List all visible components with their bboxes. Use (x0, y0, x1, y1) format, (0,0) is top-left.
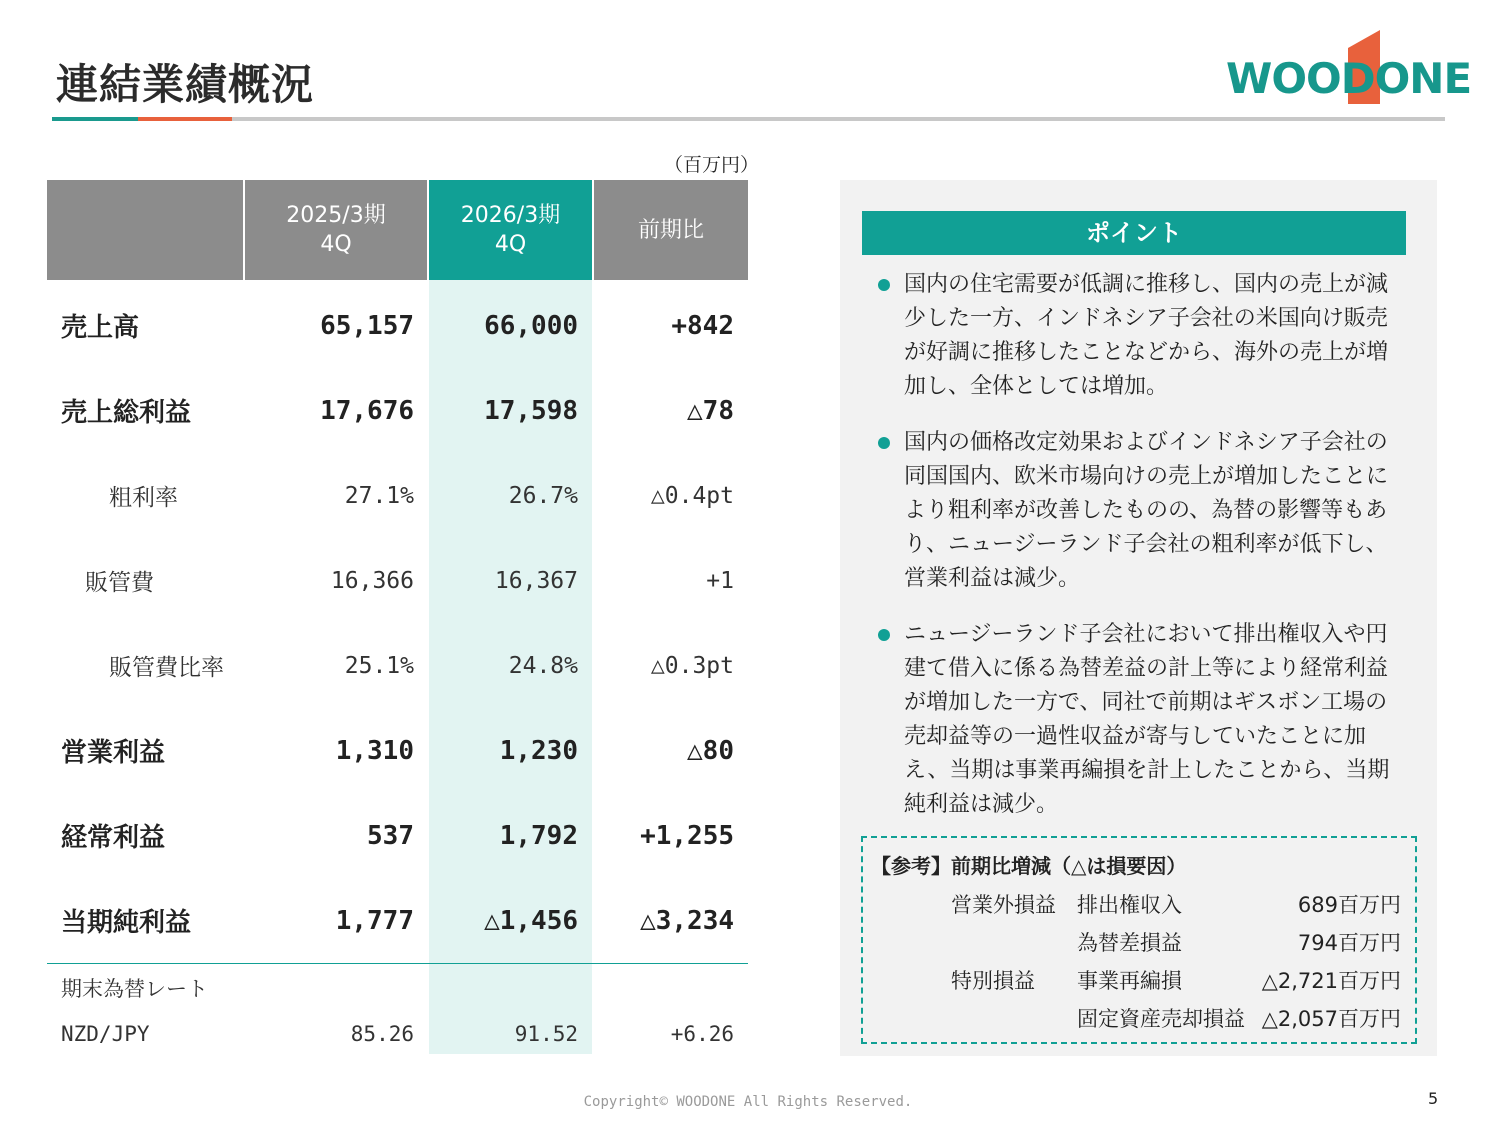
fx-pair: NZD/JPY (61, 1022, 150, 1046)
cell-curr: 66,000 (484, 310, 578, 341)
cell-prev: 27.1% (344, 482, 414, 509)
row-label: 販管費比率 (109, 655, 224, 681)
title-underline-accent-teal (52, 117, 138, 121)
cell-prev: 1,310 (335, 735, 414, 766)
bullet-dot-icon (878, 437, 890, 449)
row-label: 経常利益 (61, 823, 166, 853)
reference-row (863, 924, 1415, 962)
reference-item: 排出権収入 (1077, 893, 1182, 917)
list-item (876, 268, 1406, 404)
header-prev-year: 2025/3期 (286, 203, 386, 228)
cell-diff: +842 (671, 310, 734, 341)
cell-curr: 24.8% (508, 652, 578, 679)
cell-prev: 17,676 (320, 395, 414, 426)
cell-curr: 26.7% (508, 482, 578, 509)
table-row (47, 623, 748, 708)
bullet-dot-icon (878, 629, 890, 641)
header-curr-year: 2026/3期 (460, 203, 561, 228)
bullet-dot-icon (878, 279, 890, 291)
reference-amount: 689百万円 (1297, 893, 1401, 917)
fx-row (47, 1014, 748, 1054)
table-row (47, 453, 748, 538)
table-row (47, 708, 748, 793)
unit-label: （百万円） (664, 154, 760, 176)
page-title: 連結業績概況 (56, 60, 315, 109)
fx-separator (47, 963, 748, 964)
table-row (47, 538, 748, 623)
reference-item: 事業再編損 (1077, 969, 1182, 993)
table-row (47, 368, 748, 453)
row-label: 販管費 (85, 570, 154, 596)
points-list (876, 268, 1406, 844)
points-title: ポイント (862, 211, 1406, 255)
reference-title: 【参考】前期比増減（△は損要因） (871, 854, 1187, 878)
cell-diff: △80 (687, 735, 734, 766)
table-row (47, 793, 748, 878)
fx-header-row (47, 968, 748, 1008)
fx-curr: 91.52 (514, 1022, 578, 1046)
title-underline-accent-orange (138, 117, 232, 121)
header-prev-period (245, 180, 427, 280)
title-underline (52, 117, 1445, 121)
bullet-text: 国内の価格改定効果およびインドネシア子会社の同国国内、欧米市場向けの売上が増加したことにより粗利率が改善したものの、為替の影響等もあり、ニュージーランド子会社の粗利率が低下し、営業利益は減少。 (904, 430, 1389, 591)
cell-curr: △1,456 (484, 905, 578, 936)
reference-category: 営業外損益 (951, 893, 1056, 917)
fx-prev: 85.26 (350, 1022, 414, 1046)
list-item (876, 618, 1406, 822)
reference-row (863, 962, 1415, 1000)
cell-diff: △78 (687, 395, 734, 426)
reference-amount: △2,721百万円 (1261, 969, 1401, 993)
reference-category: 特別損益 (951, 969, 1035, 993)
cell-prev: 65,157 (320, 310, 414, 341)
cell-curr: 1,792 (499, 820, 578, 851)
row-label: 売上総利益 (61, 398, 192, 428)
header-curr-quarter: 4Q (494, 232, 527, 257)
woodone-logo (1226, 28, 1472, 104)
cell-diff: △3,234 (640, 905, 734, 936)
cell-prev: 537 (367, 820, 414, 851)
cell-diff: △0.4pt (650, 482, 734, 509)
bullet-text: 国内の住宅需要が低調に推移し、国内の売上が減少した一方、インドネシア子会社の米国向け販売が好調に推移したことなどから、海外の売上が増加し、全体としては増加。 (904, 272, 1389, 399)
header-diff-label: 前期比 (637, 217, 704, 243)
reference-row (863, 886, 1415, 924)
row-label: 粗利率 (109, 485, 178, 511)
cell-prev: 1,777 (335, 905, 414, 936)
header-blank (47, 180, 243, 280)
points-panel (840, 180, 1437, 1056)
reference-row (863, 1000, 1415, 1038)
cell-diff: +1 (706, 567, 734, 594)
copyright-text: Copyright© WOODONE All Rights Reserved. (583, 1094, 913, 1110)
cell-diff: +1,255 (640, 820, 734, 851)
list-item (876, 426, 1406, 596)
fx-diff: +6.26 (670, 1022, 734, 1046)
logo-text: WOODONE (1226, 54, 1472, 103)
cell-diff: △0.3pt (650, 652, 734, 679)
bullet-text: ニュージーランド子会社において排出権収入や円建て借入に係る為替差益の計上等により経常利益が増加した一方で、同社で前期はギスボン工場の売却益等の一過性収益が寄与していたことに加え、当期は事業再編損を計上したことから、当期純利益は減少。 (904, 622, 1390, 817)
table-row (47, 878, 748, 963)
reference-box (861, 836, 1417, 1044)
fx-label: 期末為替レート (61, 977, 208, 1001)
cell-curr: 1,230 (499, 735, 578, 766)
row-label: 売上高 (61, 313, 140, 343)
reference-item: 為替差損益 (1077, 931, 1182, 955)
row-label: 営業利益 (61, 738, 166, 768)
cell-curr: 16,367 (494, 567, 578, 594)
header-curr-period (429, 180, 592, 280)
row-label: 当期純利益 (61, 908, 192, 938)
cell-curr: 17,598 (484, 395, 578, 426)
header-prev-quarter: 4Q (320, 232, 352, 257)
reference-amount: △2,057百万円 (1261, 1007, 1401, 1031)
cell-prev: 25.1% (344, 652, 414, 679)
header-diff (594, 180, 748, 280)
page-number: 5 (1428, 1089, 1439, 1108)
table-row (47, 283, 748, 368)
reference-item: 固定資産売却損益 (1077, 1007, 1245, 1031)
cell-prev: 16,366 (330, 567, 414, 594)
reference-amount: 794百万円 (1297, 931, 1401, 955)
